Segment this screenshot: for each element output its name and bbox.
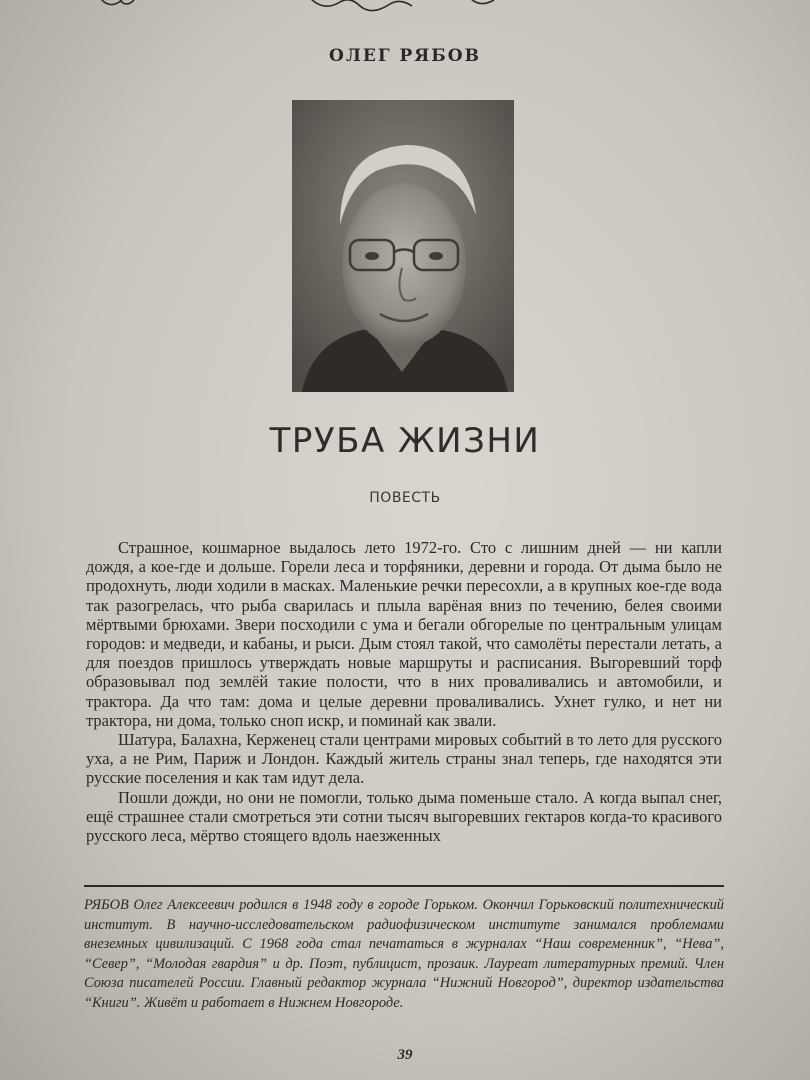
story-text	[86, 538, 722, 845]
author-name: ОЛЕГ РЯБОВ	[329, 46, 481, 66]
author-bio-footnote: РЯБОВ Олег Алексеевич родился в 1948 году в городе Горьком. Окончил Горьковский политехнический институт. В научно-исследовательском радиофизическом институте занимался проблемами внеземных цивилизаций. С 1968 года стал печататься в журналах “Наш современник”, “Нева”, “Север”, “Молодая гвардия” и др. Поэт, публицист, прозаик. Лауреат литературных премий. Член Союза писателей России. Главный редактор журнала “Нижний Новгород”, директор издательства “Книги”. Живёт и работает в Нижнем Новгороде.	[84, 897, 724, 1011]
author-portrait	[292, 100, 514, 392]
footnote-divider	[84, 885, 724, 887]
story-genre: ПОВЕСТЬ	[369, 490, 441, 506]
top-ornament	[80, 0, 520, 16]
paragraph: Пошли дожди, но они не помогли, только дыма поменьше стало. А когда выпал снег, ещё страшнее стали смотреться эти сотни тысяч выгоревших гектаров когда-то красивого русского леса, мёртво стоящего вдоль наезженных	[86, 787, 722, 846]
page-number: 39	[397, 1047, 413, 1063]
paragraph: Страшное, кошмарное выдалось лето 1972-го. Сто с лишним дней — ни капли дождя, а кое-где и дольше. Горели леса и торфяники, деревни и города. От дыма было не продохнуть, люди ходили в масках. Маленькие речки пересохли, а в крупных кое-где вода так разогрелась, что рыба сварилась и плыла варёная вниз по течению, белея своими мёртвыми брюхами. Звери посходили с ума и бегали обгорелые по центральным улицам городов: и медведи, и кабаны, и рыси. Дым стоял такой, что самолёты перестали летать, а для поездов пришлось утверждать новые маршруты и расписания. Выгоревший торф образовывал под землёй такие полости, что в них проваливались и автомобили, и трактора. Да что там: дома и целые деревни проваливались. Ухнет гулко, и нет ни трактора, ни дома, только сноп искр, и поминай как звали.	[86, 538, 722, 730]
paragraph: Шатура, Балахна, Керженец стали центрами мировых событий в то лето для русского уха, а не Рим, Париж и Лондон. Каждый житель страны знал теперь, где находятся эти русские поселения и как там идут дела.	[86, 730, 722, 788]
story-title: ТРУБА ЖИЗНИ	[269, 421, 541, 461]
